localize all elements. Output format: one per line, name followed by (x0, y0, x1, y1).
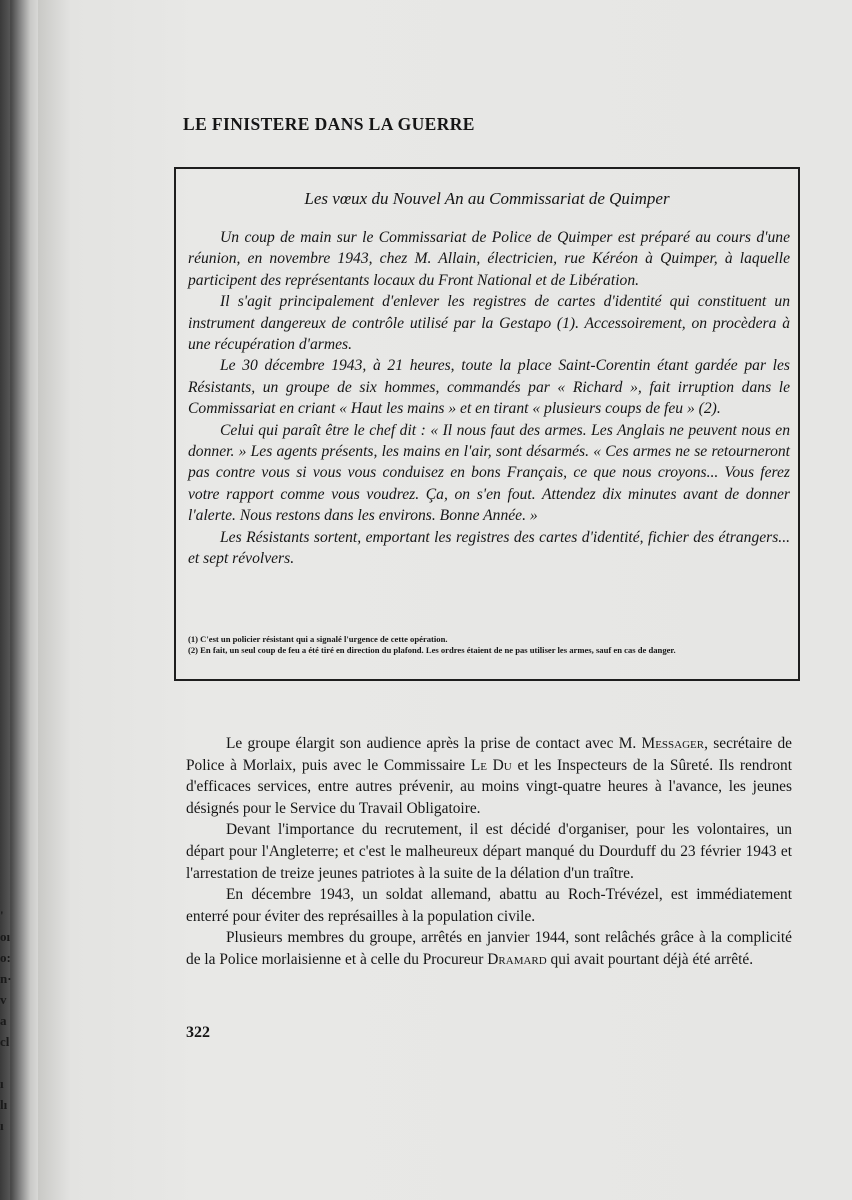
edge-fragment: ı (0, 1076, 4, 1091)
footnotes (188, 634, 790, 655)
body-text (186, 733, 792, 971)
box-paragraph: Un coup de main sur le Commissariat de Police de Quimper est préparé au cours d'une réunion, en novembre 1943, chez M. Allain, électricien, rue Kéréon à Quimper, à laquelle participent des représentants locaux du Front National et de Libération. (188, 229, 790, 289)
edge-fragment: a (0, 1013, 7, 1028)
book-binding-edge (0, 0, 38, 1200)
person-name: Le Du (470, 756, 512, 774)
running-head: LE FINISTERE DANS LA GUERRE (183, 114, 475, 134)
text-run: Plusieurs membres du groupe, arrêtés en janvier 1944, sont relâchés grâce à la complicité de la Police morlaisienne et à celle du Procureur (186, 929, 792, 968)
box-title: Les vœux du Nouvel An au Commissariat de Quimper (304, 189, 670, 208)
body-paragraph (186, 733, 792, 819)
edge-fragment: ı (0, 1118, 4, 1133)
edge-fragment: oı (0, 929, 11, 944)
person-name: Dramard (487, 950, 547, 968)
body-paragraph: En décembre 1943, un soldat allemand, abattu au Roch-Trévézel, est immédiatement enterré pour éviter des représailles à la population civile. (186, 886, 792, 925)
box-paragraph: Les Résistants sortent, emportant les registres des cartes d'identité, fichier des étrangers... et sept révolvers. (188, 528, 790, 568)
footnote: (1) C'est un policier résistant qui a signalé l'urgence de cette opération. (188, 634, 448, 644)
box-paragraph: Celui qui paraît être le chef dit : « Il nous faut des armes. Les Anglais ne peuvent nous en donner. » Les agents présents, les mains en l'air, sont désarmés. « Ces armes ne se retourneront pas contre vous si vous vous conduisez en bons Français, ce que nous croyons... Vous ferez votre rapport comme vous voudrez. Ça, on s'en fout. Attendez dix minutes avant de donner l'alerte. Nous restons dans les environs. Bonne Année. » (188, 421, 790, 525)
box-paragraph: Il s'agit principalement d'enlever les registres de cartes d'identité qui constituent un instrument dangereux de contrôle utilisé par la Gestapo (1). Accessoirement, on procèdera à une récupération d'armes. (188, 293, 790, 354)
edge-fragment (0, 1052, 16, 1073)
edge-fragment: v (0, 992, 7, 1007)
text-run: qui avait pourtant déjà été arrêté. (546, 950, 754, 968)
body-paragraph: Devant l'importance du recrutement, il est décidé d'organiser, pour les volontaires, un départ pour l'Angleterre; et c'est le malheureux départ manqué du Dourduff du 23 février 1943 et l'arrestation de treize jeunes patriotes à la suite de la délation d'un traître. (186, 821, 792, 882)
edge-fragment: cl (0, 1034, 10, 1049)
edge-fragment: lı (0, 1097, 8, 1112)
edge-fragment: ' (0, 908, 4, 923)
facing-page-text-fragments (0, 905, 16, 1136)
page-number: 322 (186, 1024, 210, 1041)
box-paragraph: Le 30 décembre 1943, à 21 heures, toute la place Saint-Corentin étant gardée par les Résistants, un groupe de six hommes, commandés par « Richard », fait irruption dans le Commissariat en criant « Haut les mains » et en tirant « plusieurs coups de feu » (2). (188, 357, 790, 418)
body-paragraph (186, 927, 792, 970)
edge-fragment: o: (0, 950, 11, 965)
text-run: Le groupe élargit son audience après la prise de contact avec M. (226, 735, 642, 752)
text-run: , secrétaire de Police à Morlaix, puis avec le Commissaire (186, 735, 792, 774)
person-name: Messager (641, 735, 705, 752)
edge-fragment: n· (0, 971, 12, 986)
box-text (188, 227, 790, 570)
footnote: (2) En fait, un seul coup de feu a été tiré en direction du plafond. Les ordres étaient de ne pas utiliser les armes, sauf en cas de danger. (188, 644, 676, 655)
text-run: et les Inspecteurs de la Sûreté. Ils rendront d'efficaces services, entre autres prévenir, au moins vingt-quatre heures à l'avance, les jeunes désignés pour le Service du Travail Obligatoire. (186, 756, 792, 817)
sidebar-box (174, 167, 800, 681)
